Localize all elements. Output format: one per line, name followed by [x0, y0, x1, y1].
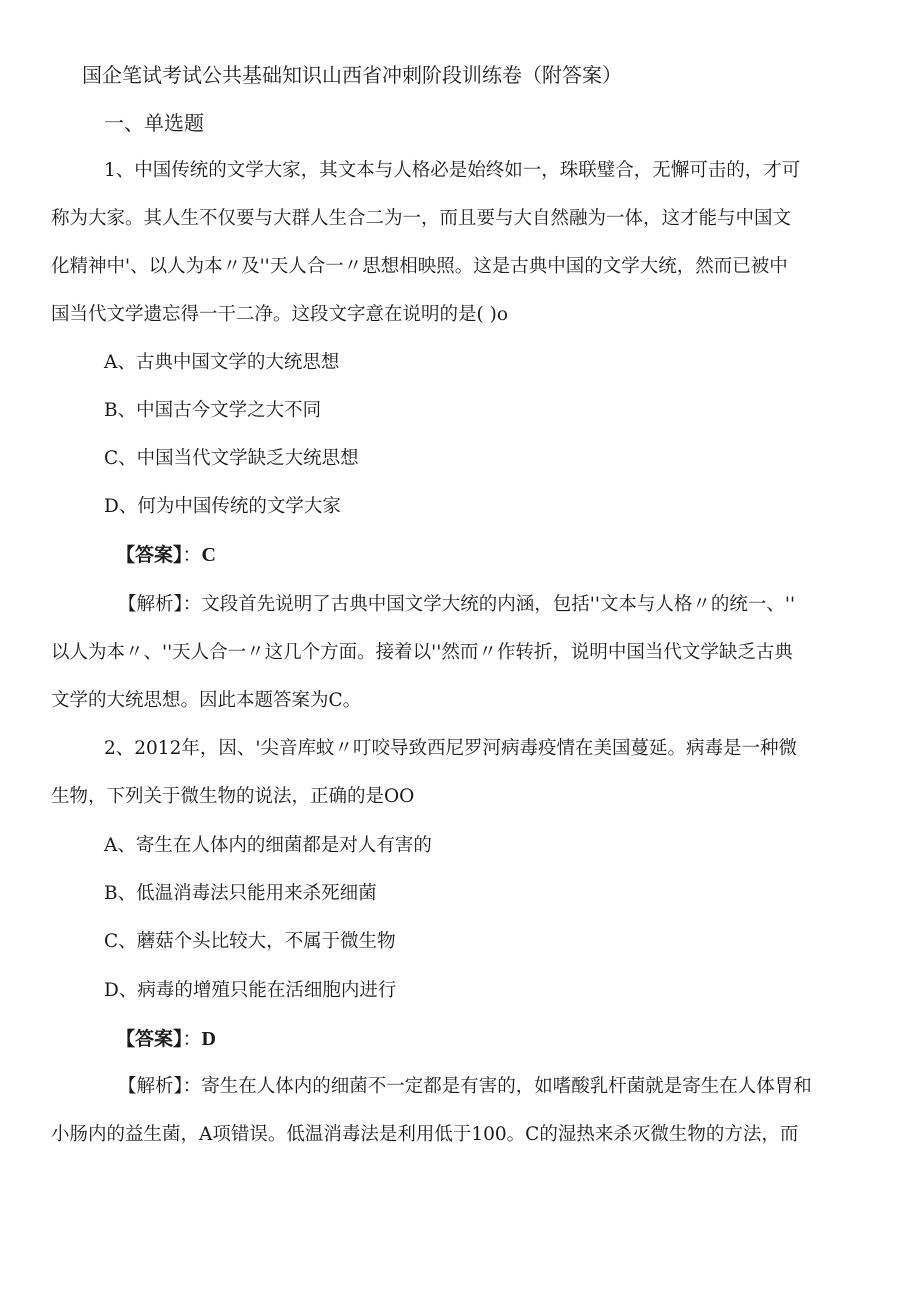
q2-analysis-line-1: 【解析】：寄生在人体内的细菌不一定都是有害的，如嗜酸乳杆菌就是寄生在人体胃和 — [118, 1076, 812, 1097]
q2-stem-line-2: 生物，下列关于微生物的说法，正确的是OO — [51, 786, 415, 807]
q1-answer-value: C — [201, 544, 216, 566]
q1-stem-line-3: 化精神中'、以人为本〃及''天人合一〃思想相映照。这是古典中国的文学大统，然而已被中 — [51, 256, 788, 277]
q2-answer — [116, 1026, 216, 1052]
q2-stem-line-1: 2、2012年，因、'尖音库蚊〃叮咬导致西尼罗河病毒疫情在美国蔓延。病毒是一种微 — [104, 738, 797, 759]
q2-answer-sep: ： — [182, 1028, 202, 1050]
q1-option-a: A、古典中国文学的大统思想 — [104, 352, 340, 373]
q2-answer-label: 【答案】 — [116, 1028, 183, 1050]
q2-option-d: D、病毒的增殖只能在活细胞内进行 — [104, 980, 397, 1001]
section-heading: 一、单选题 — [104, 111, 204, 135]
q1-analysis-line-2: 以人为本〃、''天人合一〃这几个方面。接着以''然而〃作转折，说明中国当代文学缺乏古典 — [51, 642, 793, 663]
q1-option-c: C、中国当代文学缺乏大统思想 — [104, 448, 359, 469]
document-title: 国企笔试考试公共基础知识山西省冲刺阶段训练卷（附答案） — [82, 63, 622, 87]
q2-answer-value: D — [201, 1028, 216, 1050]
q1-option-d: D、何为中国传统的文学大家 — [104, 496, 341, 517]
q1-stem-line-1: 1、中国传统的文学大家，其文本与人格必是始终如一，珠联璧合，无懈可击的，才可 — [104, 160, 801, 181]
q1-stem-line-4: 国当代文学遗忘得一干二净。这段文字意在说明的是( )o — [51, 304, 508, 325]
q1-answer-label: 【答案】 — [116, 544, 183, 566]
q1-stem-line-2: 称为大家。其人生不仅要与大群人生合二为一，而且要与大自然融为一体，这才能与中国文 — [51, 208, 792, 229]
q1-analysis-line-1: 【解析】：文段首先说明了古典中国文学大统的内涵，包括''文本与人格〃的统一、'' — [118, 594, 796, 615]
q1-option-b: B、中国古今文学之大不同 — [104, 400, 322, 421]
q1-answer-sep: ： — [182, 544, 202, 566]
q2-option-a: A、寄生在人体内的细菌都是对人有害的 — [104, 835, 432, 856]
q2-option-b: B、低温消毒法只能用来杀死细菌 — [104, 883, 377, 904]
q1-analysis-line-3: 文学的大统思想。因此本题答案为C。 — [51, 690, 362, 711]
q2-analysis-line-2: 小肠内的益生菌，A项错误。低温消毒法是利用低于100。C的湿热来杀灭微生物的方法，而 — [51, 1124, 799, 1145]
q1-answer — [116, 542, 216, 568]
q2-option-c: C、蘑菇个头比较大，不属于微生物 — [104, 931, 396, 952]
